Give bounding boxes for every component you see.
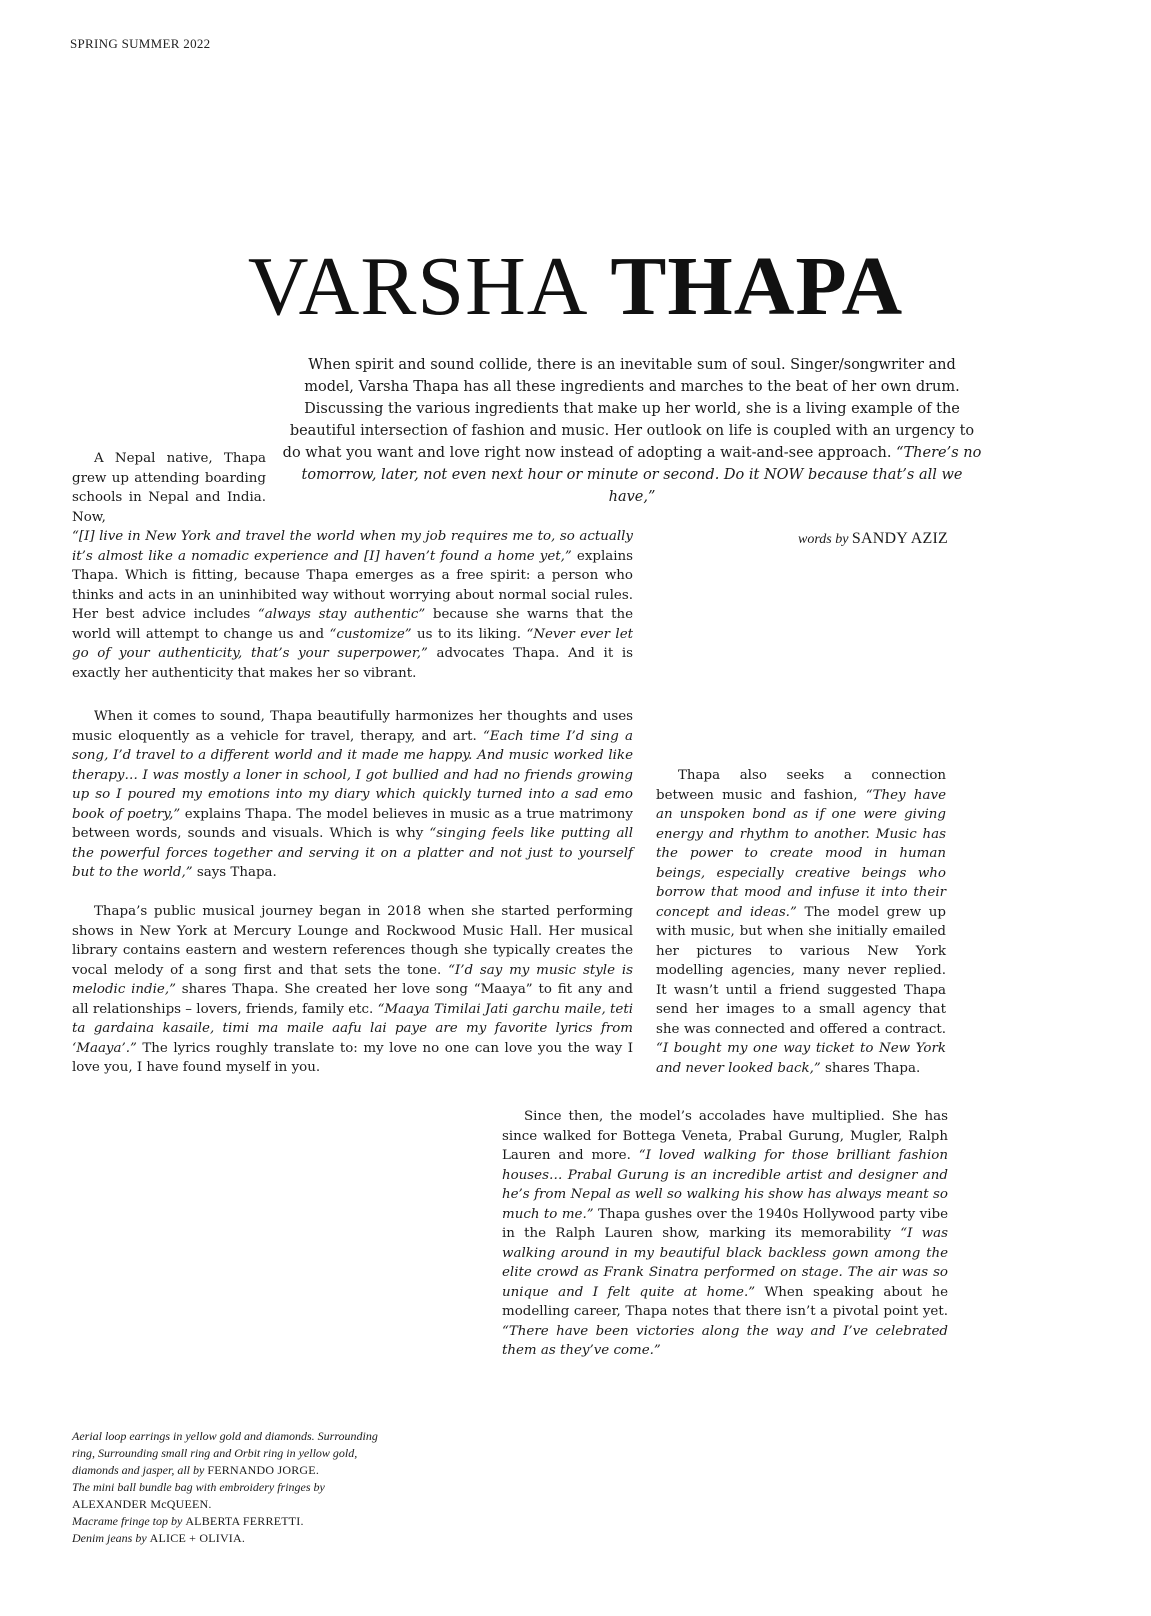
p5-quote-1: “I loved walking for those brilliant fashion houses… Prabal Gurung is an incredible artist and designer and he’s from Nepal as well so walking his show has always meant so much to me.” — [502, 1148, 948, 1222]
p4-text-1: Thapa also seeks a connection between music and fashion, — [656, 768, 946, 803]
p1-text-4: advocates Thapa. And it is exactly her authenticity that makes her so vibrant. — [72, 646, 634, 681]
byline — [640, 530, 948, 548]
p5-quote-3: “There have been victories along the way and I’ve celebrated them as they’ve come.” — [502, 1323, 948, 1358]
p1-text-3: us to its liking. — [411, 626, 527, 642]
p1-quote-4: “Never ever let go of your authenticity, that’s your superpower,” — [72, 626, 633, 661]
p1-text-2: because she warns that the world will attempt to change us and — [72, 607, 633, 642]
p2-text-1: When it comes to sound, Thapa beautifully harmonizes her thoughts and uses music eloquently as a vehicle for travel, therapy, and art. — [72, 709, 633, 744]
p4-text-2: The model grew up with music, but when she initially emailed her pictures to various New York modelling agencies, many never replied. It wasn’t until a friend suggested Thapa send her images to a small agency that she was connected and offered a contract. — [656, 904, 946, 1037]
p2-quote-1: “Each time I’d sing a song, I’d travel to a different world and it made me happy. And music worked like therapy… I was mostly a loner in school, I got bullied and had no friends growing up so I poured my emotions into my diary which quickly turned into a sad emo book of poetry,” — [72, 728, 633, 822]
paragraph-1-narrow — [72, 449, 266, 527]
issue-label: SPRING SUMMER 2022 — [70, 36, 211, 51]
p5-text-1: Since then, the model’s accolades have multiplied. She has since walked for Bottega Veneta, Prabal Gurung, Mugler, Ralph Lauren and more. — [502, 1109, 948, 1163]
intro-text: When spirit and sound collide, there is an inevitable sum of soul. Singer/songwriter and model, Varsha Thapa has all these ingredients and marches to the beat of her own drum. Discussing the various ingredients that make up her world, she is a living example of the beautiful intersection of fashion and music. Her outlook on life is coupled with an urgency to do what you want and love right now instead of adopting a wait-and-see approach. — [282, 357, 975, 461]
p2-text-3: says Thapa. — [192, 865, 277, 880]
credit-brand-2: ALEXANDER McQUEEN. — [72, 1497, 212, 1511]
p3-text-1: Thapa’s public musical journey began in 2018 when she started performing shows in New York at Mercury Lounge and Rockwood Music Hall. Her musical library contains eastern and western references though she typically creates the vocal melody of a song first and that sets the tone. — [72, 904, 633, 978]
fashion-credits — [72, 1428, 392, 1547]
p2-text-2: explains Thapa. The model believes in music as a true matrimony between words, sounds and visuals. Which is why — [72, 806, 633, 841]
p5-quote-2: “I was walking around in my beautiful black backless gown among the elite crowd as Frank Sinatra performed on stage. The air was so unique and I felt quite at home.” — [502, 1226, 948, 1300]
title-last-name: THAPA — [610, 240, 904, 333]
p5-text-3: When speaking about he modelling career, Thapa notes that there isn’t a pivotal point yet. — [502, 1284, 949, 1319]
byline-prefix: words by — [797, 532, 849, 547]
paragraph-2 — [72, 707, 633, 883]
credit-text-1: Aerial loop earrings in yellow gold and diamonds. Surrounding ring, Surrounding small ring and Orbit ring in yellow gold, diamonds and jasper, all by — [72, 1429, 378, 1477]
intro-quote: “There’s no tomorrow, later, not even next hour or minute or second. Do it NOW because that’s all we have,” — [301, 445, 982, 505]
article-title — [0, 238, 1151, 335]
credit-text-4: Denim jeans by — [72, 1531, 147, 1545]
p1-narrow-text: A Nepal native, Thapa grew up attending boarding schools in Nepal and India. Now, — [72, 451, 266, 525]
credit-brand-1: FERNANDO JORGE. — [207, 1463, 320, 1477]
credit-brand-4: ALICE + OLIVIA. — [149, 1531, 246, 1545]
title-first-name: VARSHA — [247, 240, 589, 333]
credit-text-2: The mini ball bundle bag with embroidery fringes by — [72, 1480, 325, 1494]
intro-standfirst — [282, 354, 982, 508]
paragraph-3 — [72, 902, 633, 1078]
p1-quote-2: “always stay authentic” — [257, 607, 426, 622]
p4-quote-2: “I bought my one way ticket to New York and never looked back,” — [656, 1041, 946, 1076]
credit-text-3: Macrame fringe top by — [72, 1514, 183, 1528]
byline-author: SANDY AZIZ — [851, 530, 948, 547]
p2-quote-2: “singing feels like putting all the powerful forces together and serving it on a platter and not just to yourself but to the world,” — [72, 826, 633, 880]
p4-text-3: shares Thapa. — [820, 1060, 921, 1076]
p1-quote-1: “[I] live in New York and travel the world when my job requires me to, so actually it’s almost like a nomadic experience and [I] haven’t found a home yet,” — [72, 529, 633, 564]
p3-text-3: The lyrics roughly translate to: my love no one can love you the way I love you, I have found myself in you. — [72, 1040, 633, 1075]
p5-text-2: Thapa gushes over the 1940s Hollywood party vibe in the Ralph Lauren show, marking its memorability — [502, 1206, 948, 1241]
p3-quote-1: “I’d say my music style is melodic indie,” — [72, 962, 633, 997]
p3-text-2: shares Thapa. She created her love song “Maaya” to fit any and all relationships – lovers, friends, family etc. — [72, 982, 633, 1017]
credit-brand-3: ALBERTA FERRETTI. — [185, 1514, 304, 1528]
p3-quote-2: “Maaya Timilai Jati garchu maile, teti ta gardaina kasaile, timi ma maile aafu lai paye are my favorite lyrics from ‘Maaya’.” — [72, 1001, 633, 1056]
paragraph-5 — [502, 1107, 948, 1361]
p1-quote-3: “customize” — [329, 626, 412, 642]
paragraph-4 — [656, 766, 946, 1078]
paragraph-1 — [72, 527, 633, 683]
p4-quote-1: “They have an unspoken bond as if one were giving energy and rhythm to another. Music has the power to create mood in human beings, especially creative beings who borrow that mood and infuse it into their concept and ideas.” — [656, 787, 946, 920]
p1-text-1: explains Thapa. Which is fitting, because Thapa emerges as a free spirit: a person who thinks and acts in an uninhibited way without worrying about normal social rules. Her best advice includes — [72, 548, 633, 622]
